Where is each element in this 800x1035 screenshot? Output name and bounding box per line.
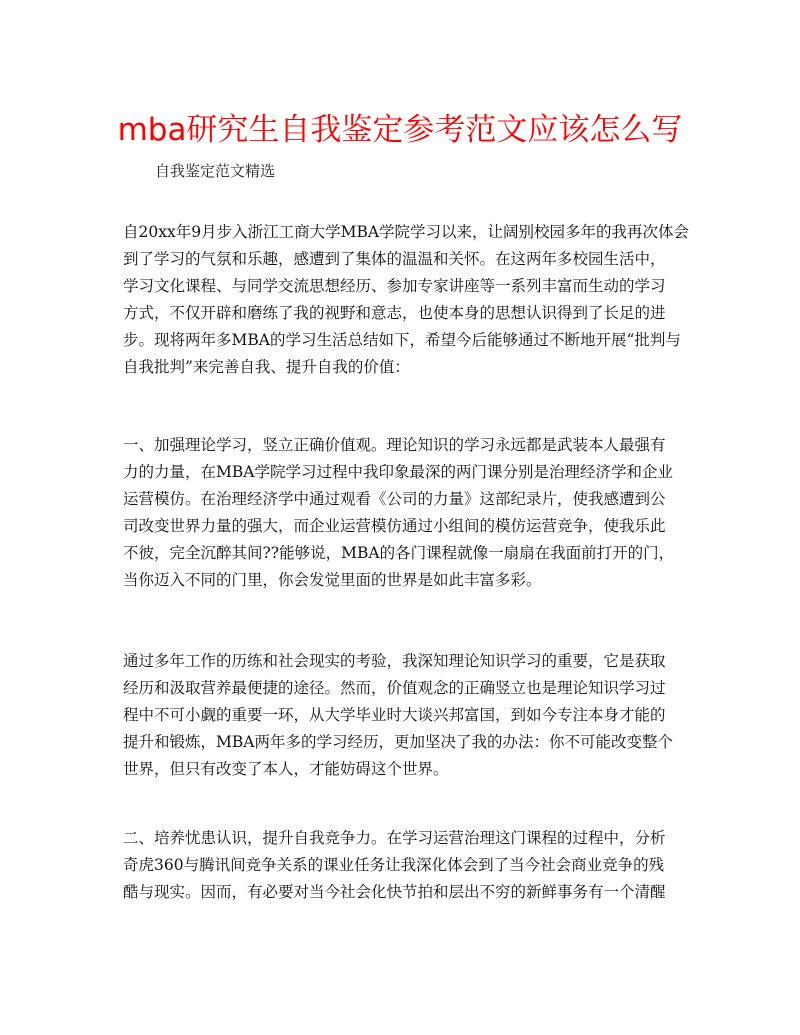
paragraph-line: 当你迈入不同的门里，你会发觉里面的世界是如此丰富多彩。 xyxy=(123,571,542,589)
paragraph-line: 酷与现实。因而，有必要对当今社会化快节拍和层出不穷的新鲜事务有一个清醒 xyxy=(123,883,666,901)
paragraph-line: 步。现将两年多MBA的学习生活总结如下，希望今后能够通过不断地开展“批判与 xyxy=(123,331,681,349)
paragraph-line: 方式，不仅开辟和磨练了我的视野和意志，也使本身的思想认识得到了长足的进 xyxy=(123,304,666,322)
paragraph-line: 运营模仿。在治理经济学中通过观看《公司的力量》这部纪录片，使我感遭到公 xyxy=(123,490,666,508)
paragraph-line: 自20xx年9月步入浙江工商大学MBA学院学习以来，让阔别校园多年的我再次体会 xyxy=(123,223,690,241)
paragraph-line: 经历和汲取营养最便捷的途径。然而，价值观念的正确竖立也是理论知识学习过 xyxy=(123,679,666,697)
paragraph-line: 奇虎360与腾讯间竞争关系的课业任务让我深化体会到了当今社会商业竞争的残 xyxy=(123,856,665,874)
paragraph-theory-study xyxy=(123,432,681,594)
document-subtitle: 自我鉴定范文精选 xyxy=(155,162,276,180)
paragraph-work-experience xyxy=(123,648,681,783)
paragraph-line: 程中不可小觑的重要一环，从大学毕业时大谈兴邦富国，到如今专注本身才能的 xyxy=(123,706,666,724)
paragraph-line: 不彼，完全沉醉其间??能够说，MBA的各门课程就像一扇扇在我面前打开的门， xyxy=(123,544,675,562)
paragraph-line: 到了学习的气氛和乐趣，感遭到了集体的温温和关怀。在这两年多校园生活中， xyxy=(123,250,666,268)
paragraph-competitiveness xyxy=(123,825,681,906)
paragraph-line: 学习文化课程、与同学交流思想经历、参加专家讲座等一系列丰富而生动的学习 xyxy=(123,277,666,295)
paragraph-line: 通过多年工作的历练和社会现实的考验，我深知理论知识学习的重要，它是获取 xyxy=(123,652,666,670)
paragraph-intro xyxy=(123,219,690,381)
paragraph-line: 提升和锻炼，MBA两年多的学习经历，更加坚决了我的办法：你不可能改变整个 xyxy=(123,733,673,751)
paragraph-line: 力的力量，在MBA学院学习过程中我印象最深的两门课分别是治理经济学和企业 xyxy=(123,463,673,481)
paragraph-line: 司改变世界力量的强大，而企业运营模仿通过小组间的模仿运营竞争，使我乐此 xyxy=(123,517,666,535)
paragraph-line: 自我批判”来完善自我、提升自我的价值： xyxy=(123,358,410,376)
paragraph-line: 世界，但只有改变了本人，才能妨碍这个世界。 xyxy=(123,760,449,778)
paragraph-line: 二、培养忧患认识，提升自我竞争力。在学习运营治理这门课程的过程中，分析 xyxy=(123,829,666,847)
paragraph-line: 一、加强理论学习，竖立正确价值观。理论知识的学习永远都是武装本人最强有 xyxy=(123,436,666,454)
document-title: mba研究生自我鉴定参考范文应该怎么写 xyxy=(117,112,683,148)
